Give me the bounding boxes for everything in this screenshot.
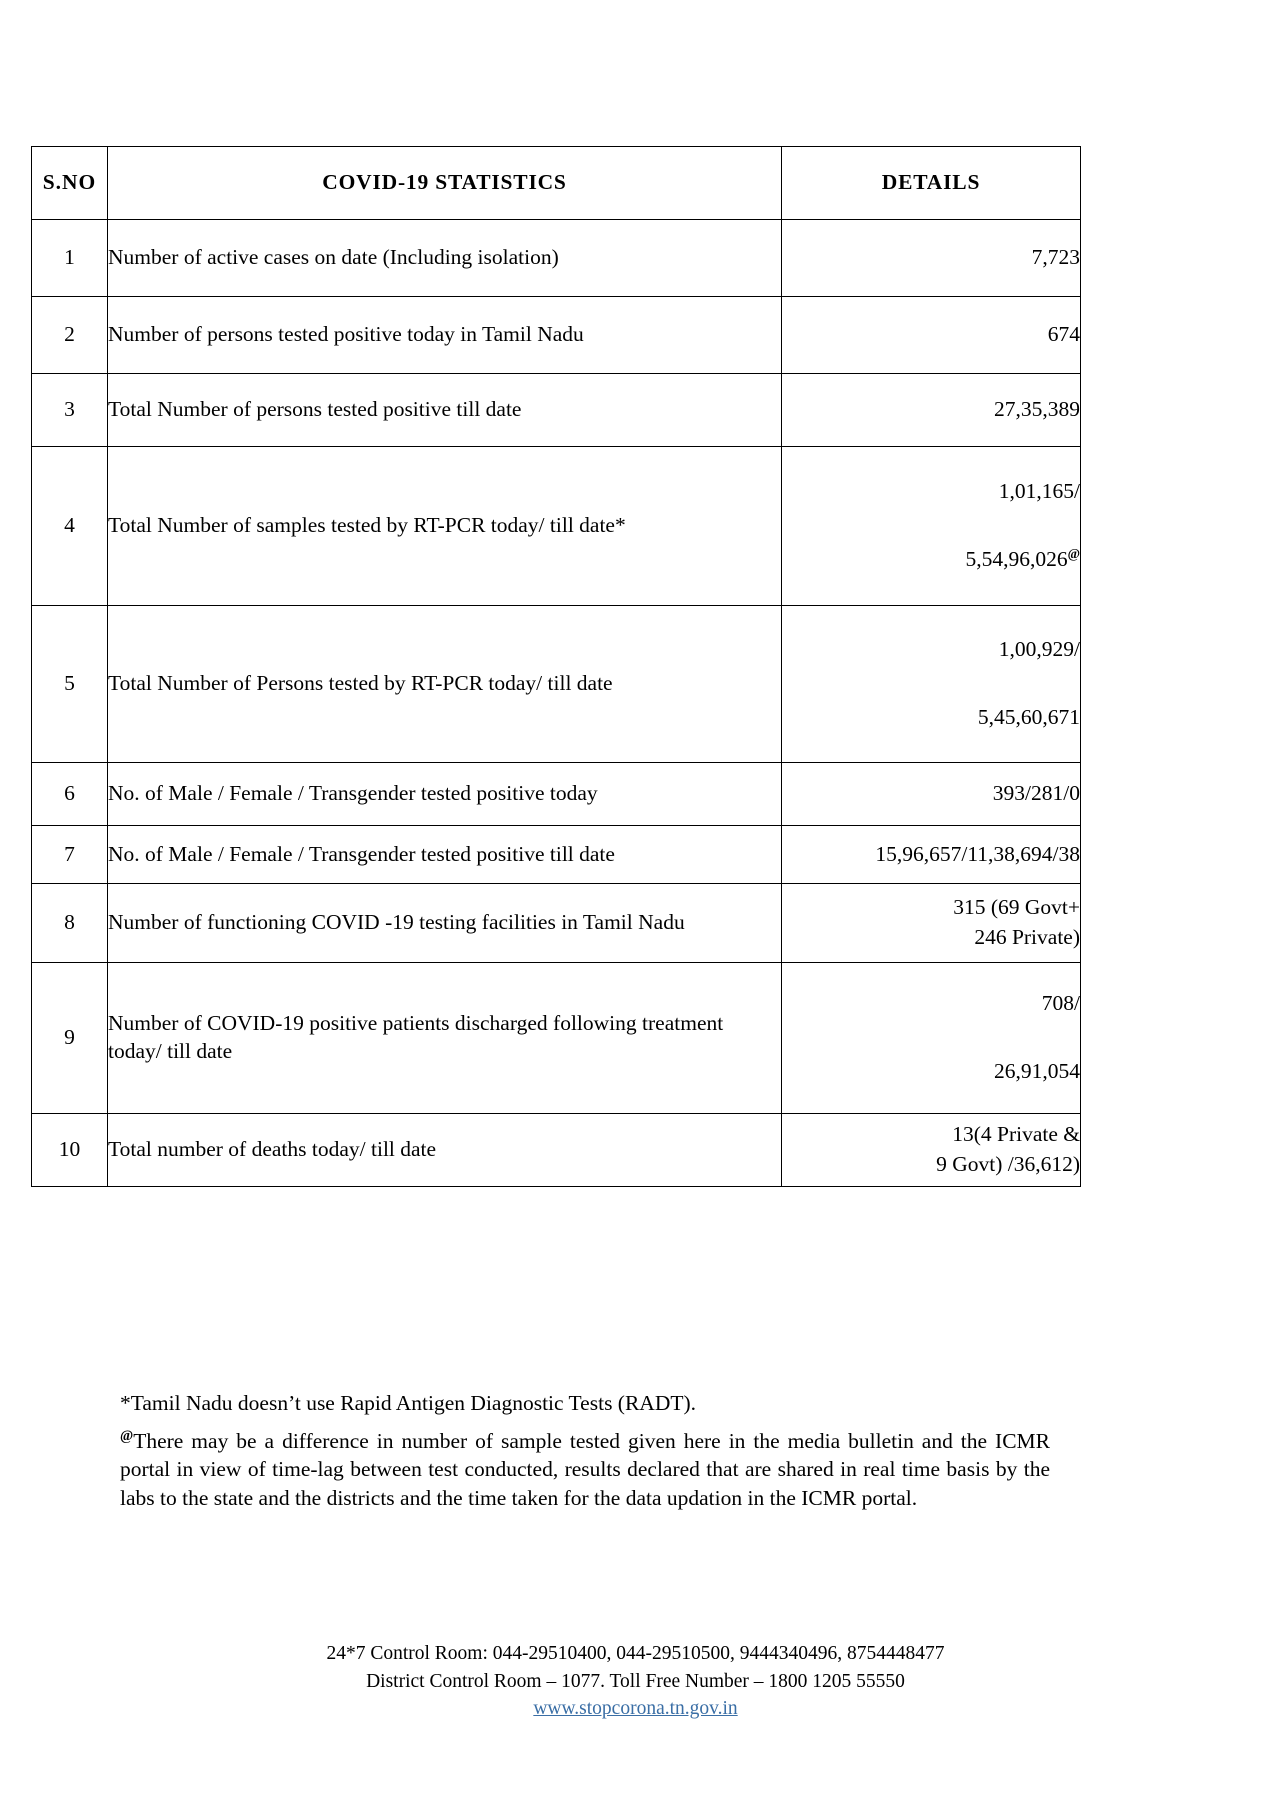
table-row <box>32 297 1081 374</box>
row-detail <box>782 963 1081 1114</box>
detail-line: 246 Private) <box>974 925 1080 949</box>
row-sno: 3 <box>32 374 108 447</box>
table-body <box>32 220 1081 1187</box>
row-sno: 9 <box>32 963 108 1114</box>
detail-line: 708/ <box>1041 991 1080 1016</box>
detail-value-group <box>782 894 1080 951</box>
table-header <box>32 147 1081 220</box>
table-header-row <box>32 147 1081 220</box>
detail-line: 15,96,657/11,38,694/38 <box>875 841 1080 866</box>
table-row <box>32 884 1081 963</box>
row-detail <box>782 606 1081 763</box>
table-row <box>32 447 1081 606</box>
footnote-icmr-text: There may be a difference in number of sample tested given here in the media bulletin and the ICMR portal in view of time-lag between test conducted, results declared that are shared in real time basis by the labs to the state and the districts and the time taken for the data updation in the ICMR portal. <box>120 1428 1050 1510</box>
detail-line: 1,00,929/ <box>998 637 1080 662</box>
row-statistic: No. of Male / Female / Transgender tested positive today <box>108 763 782 826</box>
row-statistic: Total Number of Persons tested by RT-PCR today/ till date <box>108 606 782 763</box>
stopcorona-website-link[interactable]: www.stopcorona.tn.gov.in <box>533 1698 738 1720</box>
row-sno: 7 <box>32 826 108 884</box>
row-detail <box>782 763 1081 826</box>
detail-line: 1,01,165/ <box>998 479 1080 504</box>
detail-value-group <box>782 780 1080 808</box>
website-line <box>0 1695 1271 1723</box>
row-statistic: Total number of deaths today/ till date <box>108 1114 782 1187</box>
row-statistic: No. of Male / Female / Transgender tested positive till date <box>108 826 782 884</box>
table-row <box>32 220 1081 297</box>
detail-line: 393/281/0 <box>992 781 1080 806</box>
row-sno: 8 <box>32 884 108 963</box>
row-sno: 10 <box>32 1114 108 1187</box>
row-detail <box>782 220 1081 297</box>
table-row <box>32 963 1081 1114</box>
detail-line: 315 (69 Govt+ <box>953 895 1080 920</box>
row-detail <box>782 447 1081 606</box>
row-sno: 5 <box>32 606 108 763</box>
covid-statistics-table <box>31 146 1081 1187</box>
footnotes-section <box>120 1389 1050 1512</box>
detail-value-group <box>782 244 1080 272</box>
detail-line: 26,91,054 <box>994 1059 1080 1083</box>
row-detail <box>782 297 1081 374</box>
table-row <box>32 826 1081 884</box>
page-footer <box>0 1640 1271 1723</box>
column-header-statistics: COVID-19 STATISTICS <box>108 147 782 220</box>
row-detail <box>782 374 1081 447</box>
detail-value-group <box>782 1121 1080 1178</box>
detail-line: 5,45,60,671 <box>977 705 1080 729</box>
detail-line-text: 5,54,96,026 <box>965 547 1068 571</box>
row-sno: 4 <box>32 447 108 606</box>
detail-line: 674 <box>1047 322 1080 347</box>
table-row <box>32 606 1081 763</box>
detail-value-group <box>782 990 1080 1085</box>
column-header-details: DETAILS <box>782 147 1081 220</box>
footnote-icmr <box>120 1427 1050 1513</box>
detail-line: 7,723 <box>1031 245 1080 270</box>
column-header-sno: S.NO <box>32 147 108 220</box>
detail-line: 13(4 Private & <box>952 1122 1080 1147</box>
detail-line <box>782 546 1080 574</box>
detail-value-group <box>782 636 1080 731</box>
row-statistic: Number of persons tested positive today in Tamil Nadu <box>108 297 782 374</box>
row-statistic: Number of active cases on date (Including isolation) <box>108 220 782 297</box>
row-sno: 1 <box>32 220 108 297</box>
table-row <box>32 1114 1081 1187</box>
row-statistic: Total Number of samples tested by RT-PCR today/ till date* <box>108 447 782 606</box>
table-row <box>32 374 1081 447</box>
footnote-marker-at: @ <box>1067 545 1080 561</box>
footnote-marker-at: @ <box>120 1427 134 1444</box>
row-detail <box>782 826 1081 884</box>
covid-statistics-table-container <box>31 146 1080 1187</box>
row-statistic: Number of functioning COVID -19 testing facilities in Tamil Nadu <box>108 884 782 963</box>
footnote-radt: *Tamil Nadu doesn’t use Rapid Antigen Diagnostic Tests (RADT). <box>120 1391 697 1415</box>
detail-value-group <box>782 841 1080 869</box>
control-room-line: 24*7 Control Room: 044-29510400, 044-29510500, 9444340496, 8754448477 <box>326 1643 945 1664</box>
row-statistic: Total Number of persons tested positive till date <box>108 374 782 447</box>
detail-value-group <box>782 396 1080 424</box>
row-detail <box>782 1114 1081 1187</box>
table-row <box>32 763 1081 826</box>
row-statistic: Number of COVID-19 positive patients discharged following treatment today/ till date <box>108 963 782 1114</box>
detail-line: 27,35,389 <box>994 397 1080 422</box>
district-control-room-line: District Control Room – 1077. Toll Free Number – 1800 1205 55550 <box>366 1670 905 1692</box>
detail-value-group <box>782 478 1080 573</box>
detail-value-group <box>782 321 1080 349</box>
row-sno: 2 <box>32 297 108 374</box>
detail-line: 9 Govt) /36,612) <box>936 1152 1080 1176</box>
row-sno: 6 <box>32 763 108 826</box>
row-detail <box>782 884 1081 963</box>
